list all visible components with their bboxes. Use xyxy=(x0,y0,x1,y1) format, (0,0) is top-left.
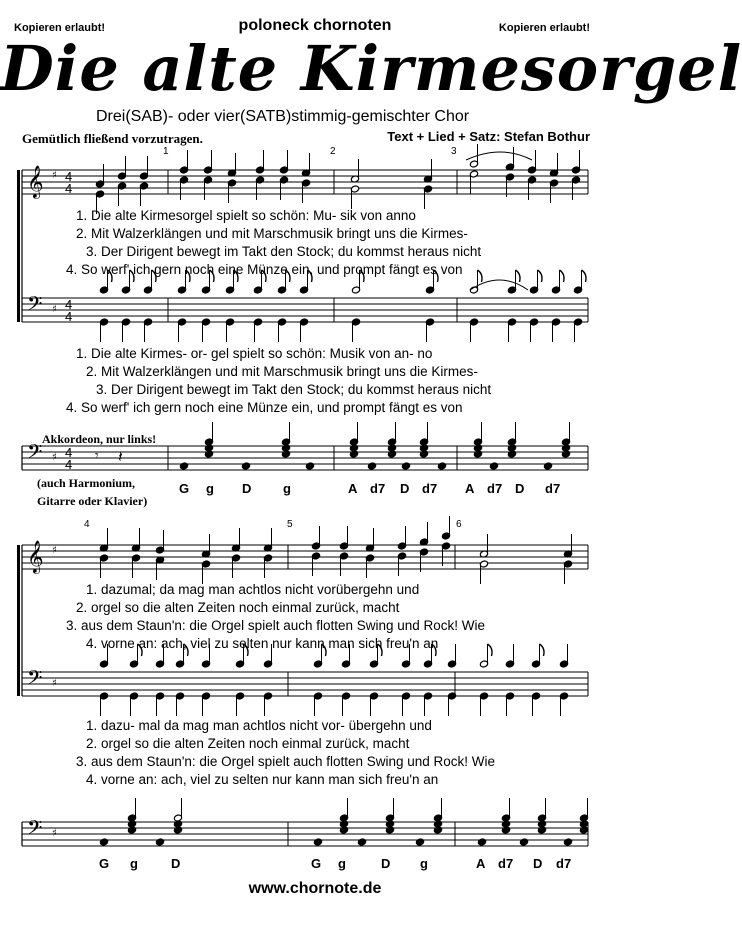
chord-symbol: d7 xyxy=(498,856,514,871)
notehead xyxy=(579,826,588,834)
author-credit: Text + Lied + Satz: Stefan Bothur xyxy=(387,129,590,144)
chord-symbol: G xyxy=(99,856,110,871)
time-signature: 4 xyxy=(65,169,73,184)
time-signature: 4 xyxy=(65,181,73,196)
notehead xyxy=(419,450,428,458)
rest: 𝄽 xyxy=(118,447,123,466)
chord-symbol: d7 xyxy=(422,481,438,496)
notehead xyxy=(339,826,348,834)
notehead xyxy=(313,838,322,846)
time-signature: 4 xyxy=(65,309,73,324)
bar-number: 6 xyxy=(456,519,462,530)
key-signature-sharp: ♯ xyxy=(52,828,57,839)
publisher-name: poloneck chornoten xyxy=(238,17,392,34)
notehead xyxy=(387,450,396,458)
notehead xyxy=(415,838,424,846)
notehead xyxy=(305,462,314,470)
bass-lyric-verse-2: 2. orgel so die alten Zeiten noch einmal zurück, macht xyxy=(86,736,410,751)
bass-lyric-verse-4: 4. vorne an: ach, viel zu selten nur kann man sich freu'n an xyxy=(86,772,439,787)
chord-symbol: d7 xyxy=(556,856,572,871)
footer-url: www.chornote.de xyxy=(248,880,382,897)
system-brace xyxy=(17,545,20,696)
treble-lyric-verse-4: 4. vorne an: ach, viel zu selten nur kann man sich freu'n an xyxy=(86,636,439,651)
chord-symbol: g xyxy=(420,856,428,871)
slur xyxy=(466,152,532,160)
bass-lyric-verse-1: 1. Die alte Kirmes- or- gel spielt so schön: Musik von an- no xyxy=(76,346,433,361)
note-flag xyxy=(488,644,493,656)
accompaniment-note-2: Gitarre oder Klavier) xyxy=(37,494,148,508)
treble-lyric-verse-2: 2. orgel so die alten Zeiten noch einmal zurück, macht xyxy=(76,600,400,615)
bass-clef: 𝄢 xyxy=(27,292,43,320)
bar-number: 4 xyxy=(84,519,90,530)
song-title: Die alte Kirmesorgel xyxy=(0,32,742,105)
chord-symbol: A xyxy=(348,481,358,496)
key-signature-sharp: ♯ xyxy=(52,678,57,689)
chord-symbol: g xyxy=(338,856,346,871)
notehead xyxy=(127,826,136,834)
bass-lyric-verse-1: 1. dazu- mal da mag man achtlos nicht vor- übergehn und xyxy=(86,718,432,733)
notehead xyxy=(433,826,442,834)
chord-symbol: d7 xyxy=(545,481,561,496)
chord-symbol: d7 xyxy=(487,481,503,496)
notehead xyxy=(477,838,486,846)
chord-symbol: g xyxy=(206,481,214,496)
bar-number: 5 xyxy=(287,519,293,530)
notehead xyxy=(204,450,213,458)
copy-notice-right: Kopieren erlaubt! xyxy=(498,22,590,34)
bass-clef: 𝄢 xyxy=(27,440,43,468)
bar-number: 1 xyxy=(163,146,169,157)
treble-lyric-verse-3: 3. Der Dirigent bewegt im Takt den Stock; du kommst heraus nicht xyxy=(86,244,482,259)
notehead xyxy=(349,450,358,458)
key-signature-sharp: ♯ xyxy=(52,170,57,181)
notehead xyxy=(173,826,182,834)
copy-notice-left: Kopieren erlaubt! xyxy=(14,22,106,34)
chord-symbol: g xyxy=(130,856,138,871)
bass-lyric-verse-4: 4. So werf' ich gern noch eine Münze ein, und prompt fängt es von xyxy=(66,400,463,415)
chord-symbol: g xyxy=(283,481,291,496)
notehead xyxy=(367,462,376,470)
chord-symbol: d7 xyxy=(370,481,386,496)
accompaniment-note-1: (auch Harmonium, xyxy=(37,476,136,490)
chord-symbol: A xyxy=(476,856,486,871)
note-flag xyxy=(538,270,543,282)
chord-symbol: D xyxy=(400,481,410,496)
key-signature-sharp: ♯ xyxy=(52,545,57,556)
bass-clef: 𝄢 xyxy=(27,816,43,844)
chord-symbol: D xyxy=(533,856,543,871)
treble-clef: 𝄞 xyxy=(27,540,44,573)
notehead xyxy=(437,462,446,470)
song-subtitle: Drei(SAB)- oder vier(SATB)stimmig-gemischter Chor xyxy=(96,108,470,125)
bar-number: 2 xyxy=(330,146,336,157)
notehead xyxy=(489,462,498,470)
notehead xyxy=(507,450,516,458)
notehead xyxy=(473,450,482,458)
key-signature-sharp: ♯ xyxy=(52,452,57,463)
notehead xyxy=(519,838,528,846)
treble-lyric-verse-1: 1. Die alte Kirmesorgel spielt so schön: Mu- sik von anno xyxy=(76,208,416,223)
time-signature: 4 xyxy=(65,297,73,312)
chord-symbol: G xyxy=(311,856,322,871)
rest: 𝄾 xyxy=(95,448,99,464)
note-flag xyxy=(582,270,587,282)
bass-lyric-verse-3: 3. Der Dirigent bewegt im Takt den Stock; du kommst heraus nicht xyxy=(96,382,492,397)
bar-number: 3 xyxy=(451,146,457,157)
chord-symbol: D xyxy=(381,856,391,871)
bass-lyric-verse-3: 3. aus dem Staun'n: die Orgel spielt auch flotten Swing und Rock! Wie xyxy=(76,754,496,769)
notehead xyxy=(99,838,108,846)
bass-clef: 𝄢 xyxy=(27,666,43,694)
notehead xyxy=(241,462,250,470)
treble-lyric-verse-3: 3. aus dem Staun'n: die Orgel spielt auch flotten Swing und Rock! Wie xyxy=(66,618,486,633)
time-signature: 4 xyxy=(65,457,73,472)
treble-lyric-verse-2: 2. Mit Walzerklängen und mit Marschmusik bringt uns die Kirmes- xyxy=(76,226,468,241)
treble-lyric-verse-4: 4. So werf' ich gern noch eine Münze ein, und prompt fängt es von xyxy=(66,262,463,277)
notehead xyxy=(155,838,164,846)
note-flag xyxy=(516,270,521,282)
notehead xyxy=(561,450,570,458)
chord-symbol: D xyxy=(515,481,525,496)
notehead xyxy=(501,826,510,834)
chord-symbol: D xyxy=(171,856,181,871)
notehead xyxy=(401,462,410,470)
notehead xyxy=(537,826,546,834)
chord-symbol: A xyxy=(465,481,475,496)
chord-symbol: G xyxy=(179,481,190,496)
note-flag xyxy=(478,270,483,282)
notehead xyxy=(179,462,188,470)
treble-lyric-verse-1: 1. dazumal; da mag man achtlos nicht vorübergehn und xyxy=(86,582,420,597)
time-signature: 4 xyxy=(65,445,73,460)
notehead xyxy=(543,462,552,470)
chord-symbol: D xyxy=(242,481,252,496)
note-flag xyxy=(540,644,545,656)
accompaniment-label: Akkordeon, nur links! xyxy=(42,432,157,446)
notehead xyxy=(281,450,290,458)
notehead xyxy=(385,826,394,834)
notehead xyxy=(563,838,572,846)
key-signature-sharp: ♯ xyxy=(52,304,57,315)
notehead xyxy=(357,838,366,846)
note-flag xyxy=(560,270,565,282)
treble-clef: 𝄞 xyxy=(27,165,44,198)
system-brace xyxy=(17,170,20,322)
tempo-marking: Gemütlich fließend vorzutragen. xyxy=(22,131,203,146)
bass-lyric-verse-2: 2. Mit Walzerklängen und mit Marschmusik bringt uns die Kirmes- xyxy=(86,364,478,379)
